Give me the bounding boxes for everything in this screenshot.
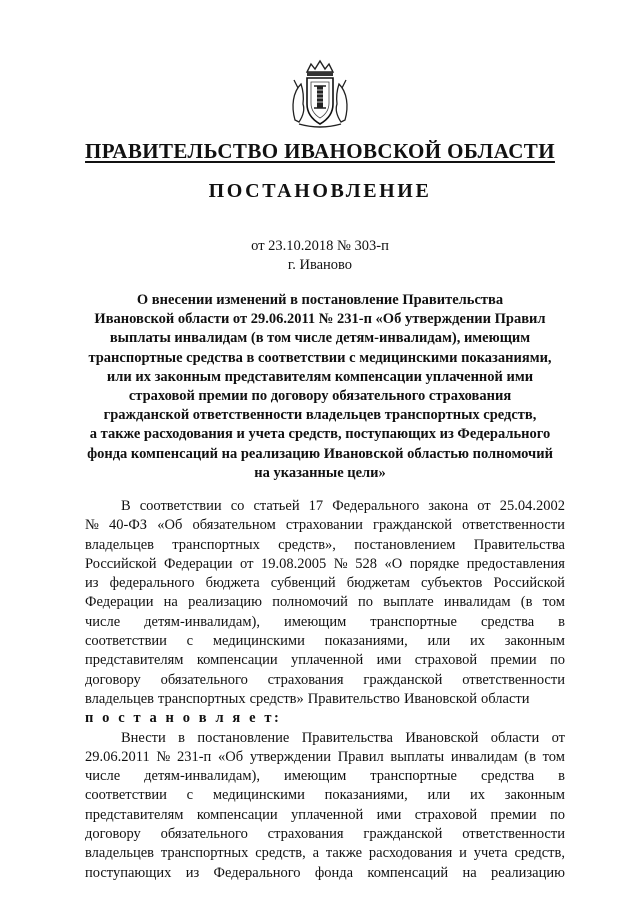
- subject-line: фонда компенсаций на реализацию Ивановской областью полномочий: [87, 445, 553, 462]
- paragraph-line: представителям компенсации уплаченной ими страховой премии по: [85, 806, 565, 823]
- subject-line: Ивановской области от 29.06.2011 № 231-п «Об утверждении Правил: [94, 311, 546, 328]
- paragraph-line: владельцев транспортных средств, а также расходования и учета средств,: [85, 845, 565, 862]
- coat-of-arms-icon: [289, 58, 351, 130]
- document-subject: [60, 291, 580, 483]
- document-type-title: ПОСТАНОВЛЕНИЕ: [208, 180, 432, 202]
- paragraph-line: В соответствии со статьей 17 Федерального закона от 25.04.2002: [121, 498, 565, 514]
- paragraph-line: 29.06.2011 № 231-п «Об утверждении Правил выплаты инвалидам (в том: [85, 748, 565, 765]
- paragraph-line: Внести в постановление Правительства Ивановской области от: [121, 729, 565, 746]
- paragraph-line: № 40-ФЗ «Об обязательном страховании гражданской ответственности: [85, 517, 565, 534]
- subject-line: на указанные цели»: [254, 464, 386, 481]
- paragraph-line: числе детям-инвалидам), имеющим транспортные средства в: [85, 613, 565, 630]
- subject-line: О внесении изменений в постановление Правительства: [136, 292, 504, 308]
- paragraph-line: договору обязательного страхования гражданской ответственности: [85, 826, 565, 843]
- paragraph-line: числе детям-инвалидам), имеющим транспортные средства в: [85, 768, 565, 785]
- paragraph-line: Российской Федерации от 19.08.2005 № 528 «О порядке предоставления: [85, 555, 565, 572]
- document-body: [85, 497, 565, 883]
- paragraph-line: соответствии с медицинскими показаниями, или их законным: [85, 787, 565, 804]
- document-meta: [0, 237, 640, 275]
- subject-line: а также расходования и учета средств, поступающих из Федерального: [89, 426, 551, 443]
- date-number: от 23.10.2018 № 303-п: [251, 238, 389, 254]
- paragraph-line: договору обязательного страхования гражданской ответственности: [85, 671, 565, 688]
- subject-line: или их законным представителям компенсации уплаченной ими: [106, 368, 534, 385]
- paragraph-line: владельцев транспортных средств» Правительство Ивановской области: [85, 690, 530, 707]
- paragraph-line: представителям компенсации уплаченной ими страховой премии по: [85, 652, 565, 669]
- paragraph-line: п о с т а н о в л я е т:: [85, 710, 282, 727]
- subject-line: транспортные средства в соответствии с медицинскими показаниями,: [88, 349, 552, 366]
- paragraph-line: Федерации на реализацию полномочий по выплате инвалидам (в том: [85, 594, 565, 611]
- subject-line: гражданской ответственности владельцев транспортных средств,: [103, 407, 537, 424]
- subject-line: страховой премии по договору обязательного страхования: [128, 388, 512, 405]
- subject-line: выплаты инвалидам (в том числе детям-инвалидам), имеющим: [109, 330, 531, 347]
- paragraph-line: соответствии с медицинскими показаниями, или их законным: [85, 633, 565, 650]
- paragraph-line: владельцев транспортных средств», постановлением Правительства: [85, 536, 565, 553]
- paragraph-line: из федерального бюджета субвенций бюджетам субъектов Российской: [85, 575, 565, 592]
- organization-title: ПРАВИТЕЛЬСТВО ИВАНОВСКОЙ ОБЛАСТИ: [85, 139, 555, 163]
- paragraph-line: поступающих из Федерального фонда компенсаций на реализацию: [85, 864, 565, 881]
- city: г. Иваново: [287, 257, 353, 273]
